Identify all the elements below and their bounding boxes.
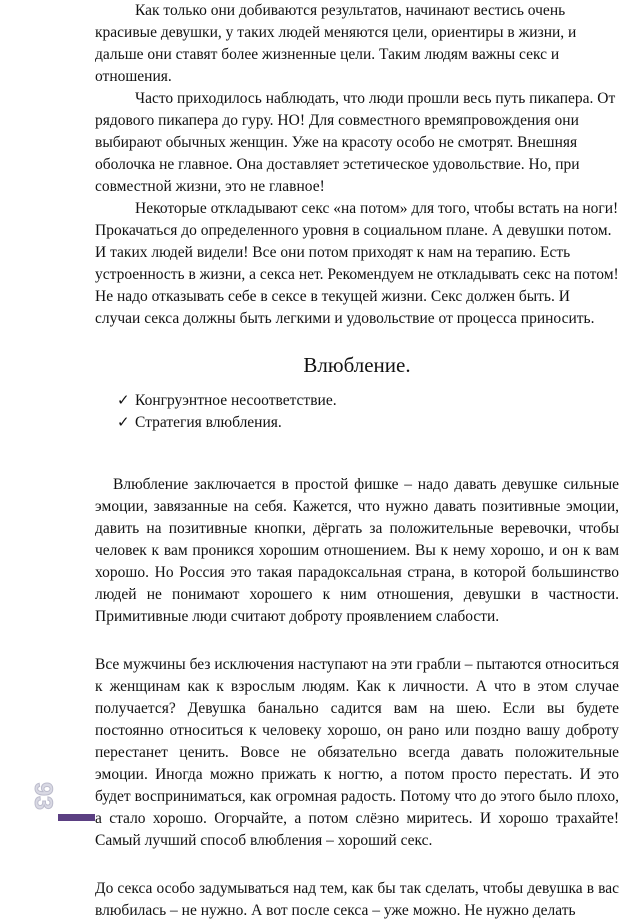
page-number: 93 bbox=[29, 782, 57, 810]
paragraph-men: Все мужчины без исключения наступают на эти грабли – пытаются относиться к женщинам как к взрослым людям. Как к личности. А что в этом случае получается? Девушка банально садится вам на шею. Если вы будете постоянно относиться к человеку хорошо, он рано или поздно вашу доброту перестанет ценить. Вовсе не обязательно всегда давать положительные эмоции. Иногда можно прижать к ногтю, а потом просто перестать. И это будет восприниматься, как огромная радость. Потому что до этого было плохо, а стало хорошо. Огорчайте, а потом слёзно миритесь. И хорошо трахайте! Самый лучший способ влюбления – хороший секс. bbox=[95, 656, 619, 849]
paragraph-last: До секса особо задумываться над тем, как бы так сделать, чтобы девушка в вас влюбилась – не нужно. А вот после секса – уже можно. Не нужно делать bbox=[95, 880, 619, 919]
paragraph-pickup-path: Часто приходилось наблюдать, что люди прошли весь путь пикапера. От рядового пикапера до гуру. НО! Для совместного времяпровождения они выбирают обычных женщин. Уже на красоту особо не смотрят. Внешняя оболочка не главное. Она доставляет эстетическое удовольствие. Но, при совместной жизни, это не главное! bbox=[95, 90, 616, 195]
checklist-item-label: Конгруэнтное несоответствие. bbox=[135, 392, 337, 409]
paragraph-results: Как только они добиваются результатов, начинают вестись очень красивые девушки, у таких людей меняются цели, ориентиры в жизни, и дальше они ставят более жизненные цели. Таким людям важны секс и отношения. bbox=[95, 2, 577, 85]
spacer bbox=[95, 852, 619, 878]
paragraph-postpone-sex: Некоторые откладывают секс «на потом» для того, чтобы встать на ноги! Прокачаться до определенного уровня в социальном плане. А девушки потом. И таких людей видели! Все они потом приходят к нам на терапию. Есть устроенность в жизни, а секса нет. Рекомендуем не откладывать секс на потом! Не надо отказывать себе в сексе в текущей жизни. Секс должен быть. И случаи секса должны быть легкими и удовольствие от процесса приносить. bbox=[95, 200, 619, 327]
footer-accent-bar bbox=[58, 814, 95, 821]
checkmark-icon: ✓ bbox=[117, 393, 130, 409]
document-page bbox=[95, 0, 619, 922]
spacer bbox=[95, 628, 619, 654]
checkmark-icon: ✓ bbox=[117, 415, 130, 431]
checklist-item-label: Стратегия влюбления. bbox=[135, 414, 282, 431]
paragraph-love: Влюбление заключается в простой фишке – надо давать девушке сильные эмоции, завязанные на себя. Кажется, что нужно давать позитивные эмоции, давить на позитивные кнопки, дёргать за положительные веревочки, чтобы человек к вам проникся хорошим отношением. Вы к нему хорошо, и он к вам хорошо. Но Россия это такая парадоксальная страна, в которой большинство людей не понимают хорошего к ним отношения, девушки в частности. Примитивные люди считают доброту проявлением слабости. bbox=[95, 476, 619, 625]
checklist bbox=[117, 390, 619, 434]
checklist-item bbox=[117, 412, 619, 434]
spacer bbox=[95, 434, 619, 474]
section-title: Влюбление. bbox=[303, 353, 411, 377]
checklist-item bbox=[117, 390, 619, 412]
